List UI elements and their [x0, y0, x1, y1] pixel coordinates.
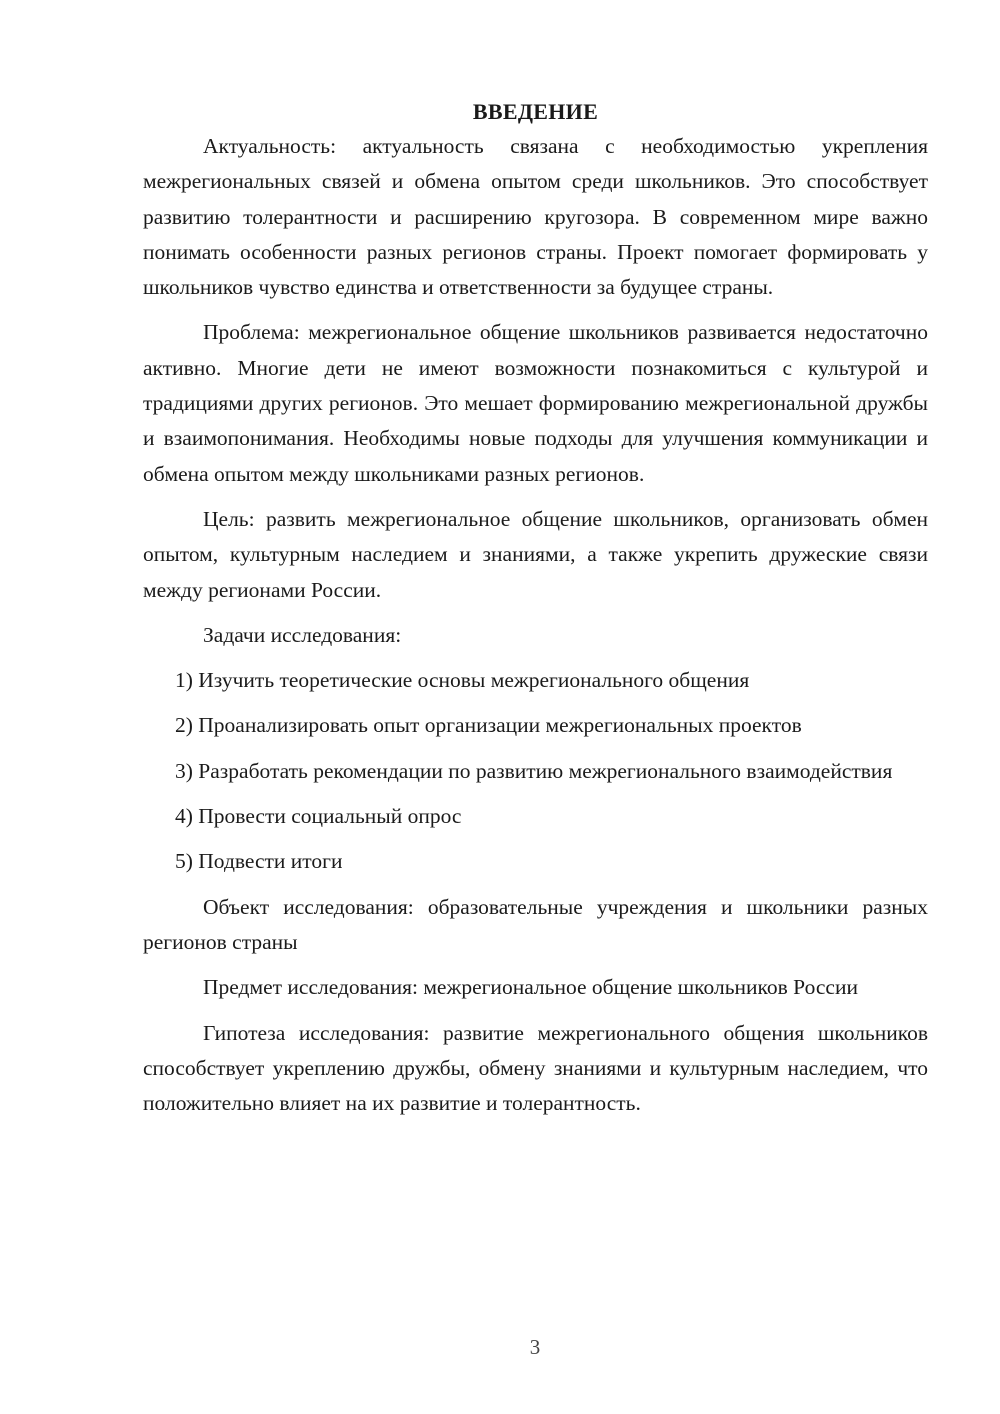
document-page — [143, 94, 928, 1131]
task-item-5: 5) Подвести итоги — [175, 849, 343, 874]
task-item-2: 2) Проанализировать опыт организации межрегиональных проектов — [175, 713, 802, 738]
tasks-heading: Задачи исследования: — [203, 622, 402, 647]
problem-paragraph: Проблема: межрегиональное общение школьников развивается недостаточно активно. Многие дети не имеют возможности познакомиться с культурой и традициями других регионов. Это мешает формированию межрегиональной дружбы и взаимопонимания. Необходимы новые подходы для улучшения коммуникации и обмена опытом между школьниками разных регионов. — [143, 320, 928, 486]
task-item-4: 4) Провести социальный опрос — [175, 804, 462, 829]
relevance-paragraph: Актуальность: актуальность связана с необходимостью укрепления межрегиональных связей и обмена опытом среди школьников. Это способствует развитию толерантности и расширению кругозора. В современном мире важно понимать особенности разных регионов страны. Проект помогает формировать у школьников чувство единства и ответственности за будущее страны. — [143, 134, 928, 300]
task-item-1: 1) Изучить теоретические основы межрегионального общения — [175, 668, 750, 693]
page-number: 3 — [529, 1335, 541, 1359]
subject-paragraph: Предмет исследования: межрегиональное общение школьников России — [203, 975, 858, 1000]
object-paragraph: Объект исследования: образовательные учреждения и школьники разных регионов страны — [143, 894, 928, 954]
section-title: ВВЕДЕНИЕ — [472, 99, 599, 124]
task-item-3: 3) Разработать рекомендации по развитию межрегионального взаимодействия — [175, 758, 893, 783]
goal-paragraph: Цель: развить межрегиональное общение школьников, организовать обмен опытом, культурным наследием и знаниями, а также укрепить дружеские связи между регионами России. — [143, 506, 928, 602]
hypothesis-paragraph: Гипотеза исследования: развитие межрегионального общения школьников способствует укреплению дружбы, обмену знаниями и культурным наследием, что положительно влияет на их развитие и толерантность. — [143, 1020, 928, 1116]
